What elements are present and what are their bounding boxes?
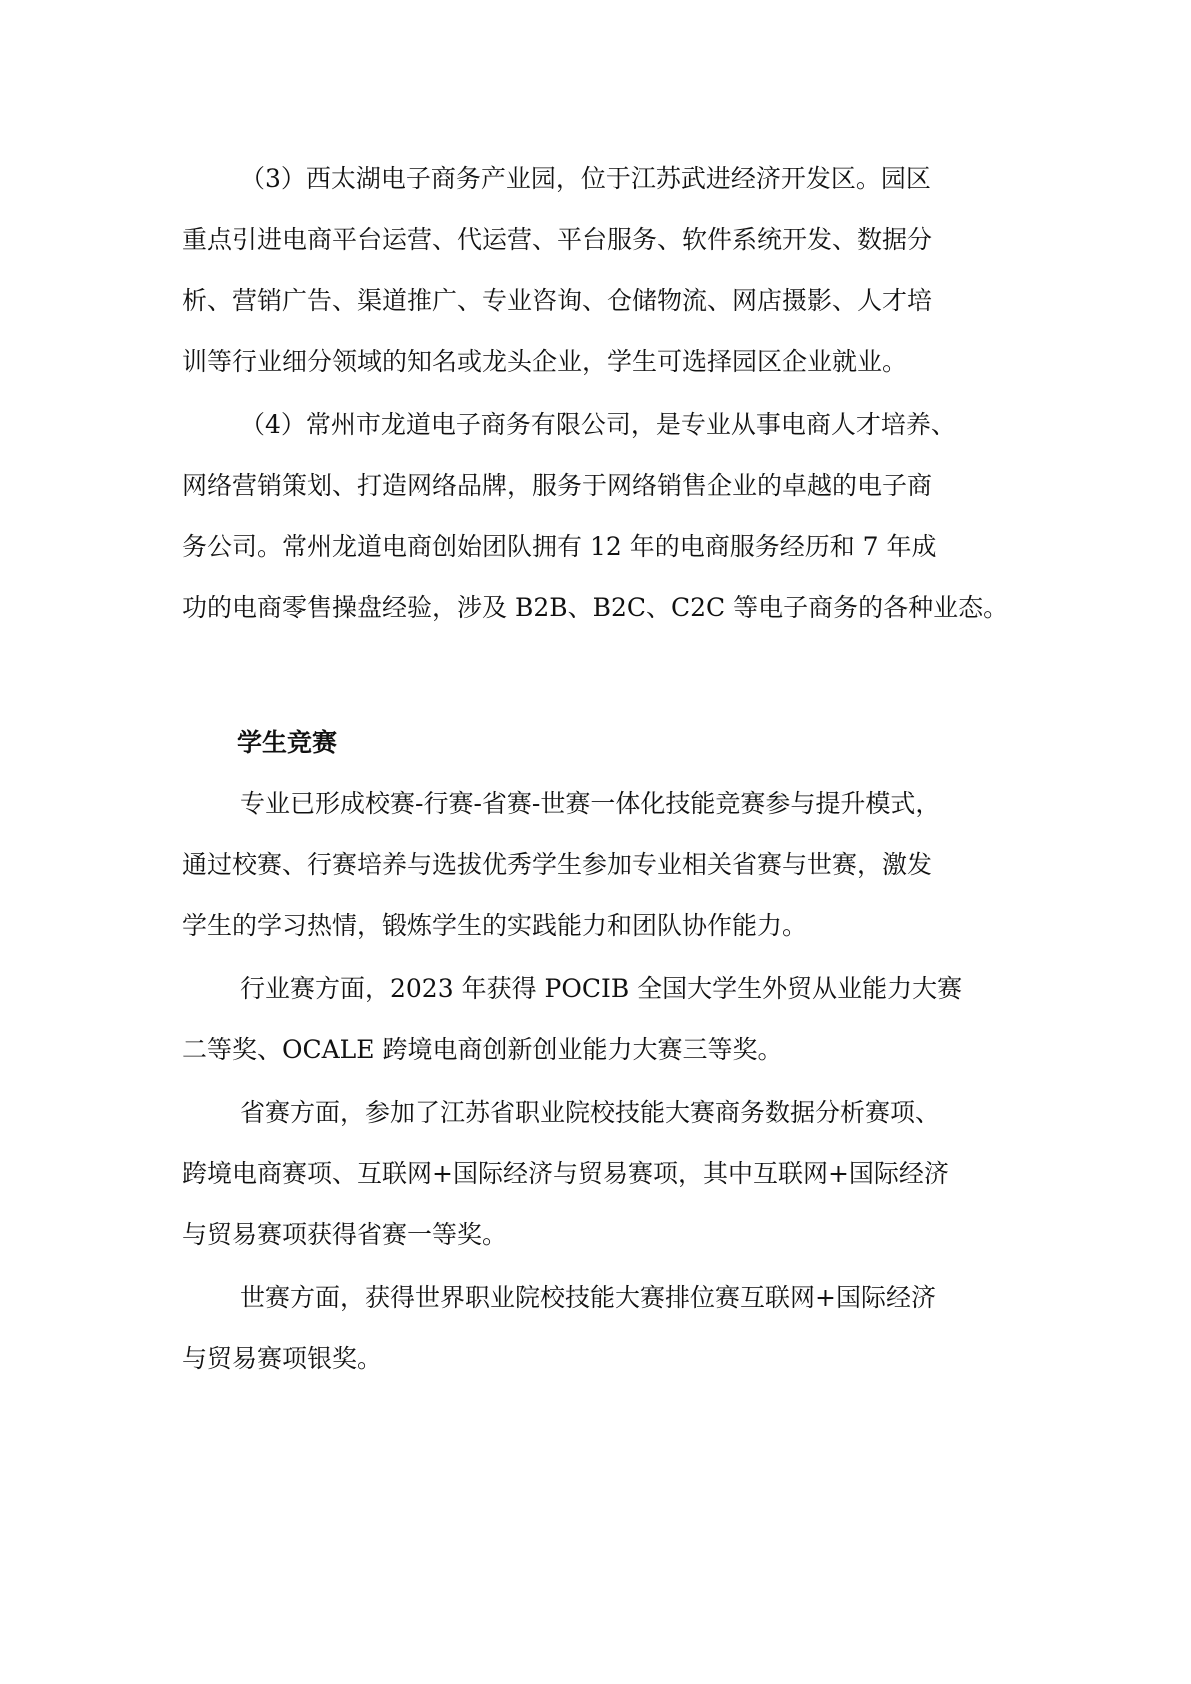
paragraph-line: 世赛方面，获得世界职业院校技能大赛排位赛互联网+国际经济 <box>240 1283 936 1312</box>
section-heading: 学生竞赛 <box>237 728 338 757</box>
paragraph-line: 与贸易赛项获得省赛一等奖。 <box>182 1220 508 1249</box>
paragraph-line: 跨境电商赛项、互联网+国际经济与贸易赛项，其中互联网+国际经济 <box>182 1159 949 1188</box>
paragraph-line: 二等奖、OCALE 跨境电商创新创业能力大赛三等奖。 <box>182 1035 783 1064</box>
paragraph-line: 重点引进电商平台运营、代运营、平台服务、软件系统开发、数据分 <box>182 225 933 254</box>
paragraph-line: 析、营销广告、渠道推广、专业咨询、仓储物流、网店摄影、人才培 <box>182 286 933 315</box>
paragraph-line: 与贸易赛项银奖。 <box>182 1344 383 1373</box>
paragraph-line: 行业赛方面，2023 年获得 POCIB 全国大学生外贸从业能力大赛 <box>240 974 963 1003</box>
paragraph-line: （4）常州市龙道电子商务有限公司，是专业从事电商人才培养、 <box>240 410 956 439</box>
paragraph-line: 通过校赛、行赛培养与选拔优秀学生参加专业相关省赛与世赛，激发 <box>182 850 933 879</box>
paragraph-line: 功的电商零售操盘经验，涉及 B2B、B2C、C2C 等电子商务的各种业态。 <box>182 593 1009 622</box>
paragraph-line: 专业已形成校赛-行赛-省赛-世赛一体化技能竞赛参与提升模式， <box>240 789 941 818</box>
paragraph-line: 训等行业细分领域的知名或龙头企业，学生可选择园区企业就业。 <box>182 347 908 376</box>
paragraph-line: 省赛方面，参加了江苏省职业院校技能大赛商务数据分析赛项、 <box>240 1098 941 1127</box>
paragraph-line: 学生的学习热情，锻炼学生的实践能力和团队协作能力。 <box>182 911 808 940</box>
paragraph-line: （3）西太湖电子商务产业园，位于江苏武进经济开发区。园区 <box>240 164 931 193</box>
paragraph-line: 网络营销策划、打造网络品牌，服务于网络销售企业的卓越的电子商 <box>182 471 933 500</box>
paragraph-line: 务公司。常州龙道电商创始团队拥有 12 年的电商服务经历和 7 年成 <box>182 532 937 561</box>
